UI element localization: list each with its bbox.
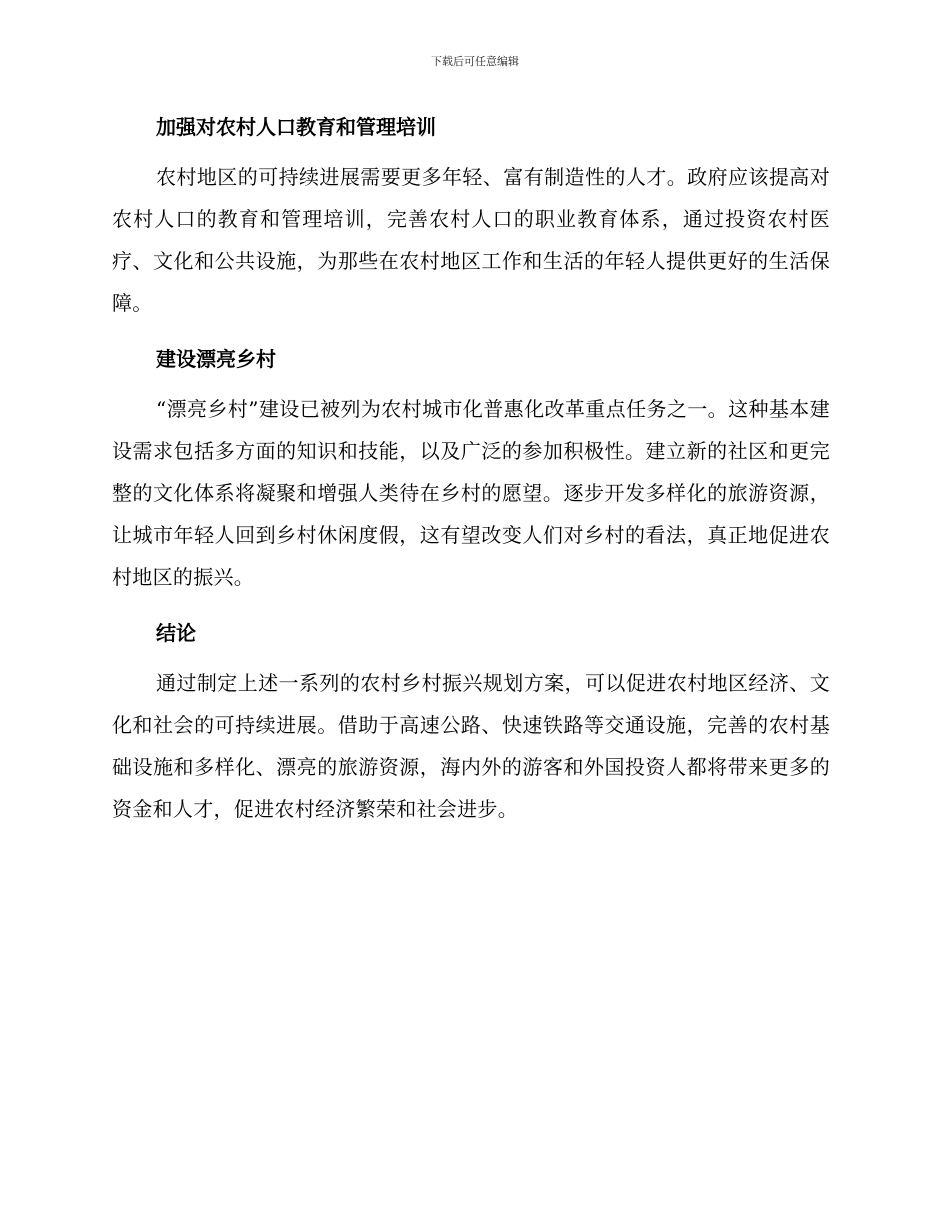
document-body (112, 110, 830, 848)
page-header: 下载后可任意编辑 (431, 55, 519, 68)
section-heading-education: 加强对农村人口教育和管理培训 (156, 115, 436, 139)
section-heading-beautiful-village: 建设漂亮乡村 (156, 347, 276, 371)
section-paragraph-beautiful-village: “漂亮乡村”建设已被列为农村城市化普惠化改革重点任务之一。这种基本建设需求包括多方面的知识和技能，以及广泛的参加积极性。建立新的社区和更完整的文化体系将凝聚和增强人类待在乡村的愿望。逐步开发多样化的旅游资源，让城市年轻人回到乡村休闲度假，这有望改变人们对乡村的看法，真正地促进农村地区的振兴。 (112, 397, 830, 589)
section-heading-conclusion: 结论 (156, 621, 196, 645)
section-paragraph-education: 农村地区的可持续进展需要更多年轻、富有制造性的人才。政府应该提高对农村人口的教育和管理培训，完善农村人口的职业教育体系，通过投资农村医疗、文化和公共设施，为那些在农村地区工作和生活的年轻人提供更好的生活保障。 (112, 165, 830, 315)
section-paragraph-conclusion: 通过制定上述一系列的农村乡村振兴规划方案，可以促进农村地区经济、文化和社会的可持续进展。借助于高速公路、快速铁路等交通设施，完善的农村基础设施和多样化、漂亮的旅游资源，海内外的游客和外国投资人都将带来更多的资金和人才，促进农村经济繁荣和社会进步。 (112, 671, 830, 821)
